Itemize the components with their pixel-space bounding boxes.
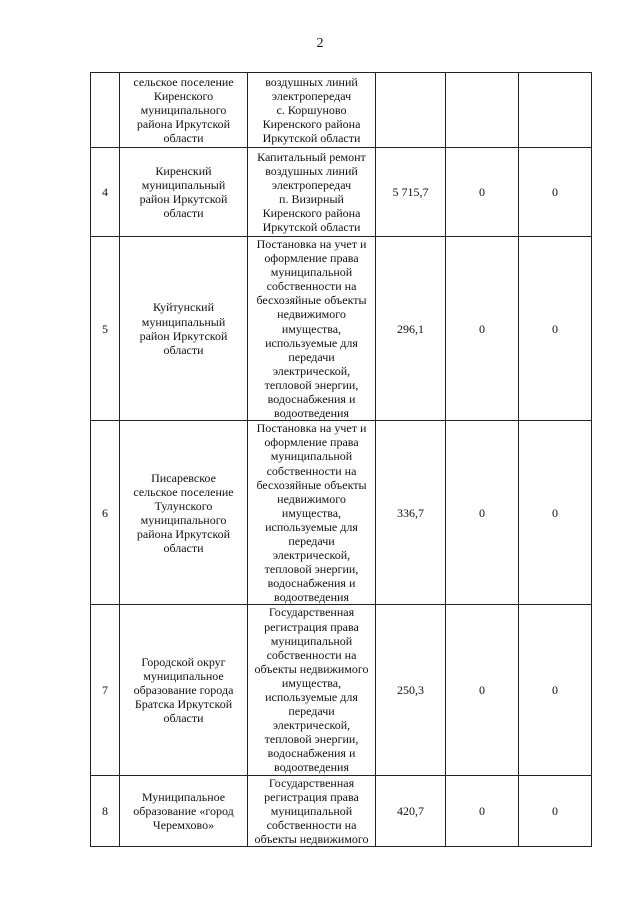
table-row [91, 237, 592, 421]
value-cell-year3: 0 [519, 775, 592, 846]
purpose-cell: Государственная регистрация права муниципальной собственности на объекты недвижимого [248, 775, 376, 846]
recipient-cell: Киренский муниципальный район Иркутской области [120, 148, 248, 237]
table-row [91, 605, 592, 775]
amount-cell: 250,3 [376, 605, 446, 775]
row-number-cell: 5 [91, 237, 120, 421]
value-cell-year2: 0 [446, 605, 519, 775]
value-cell-year3: 0 [519, 605, 592, 775]
value-cell-year3 [519, 73, 592, 148]
amount-cell: 420,7 [376, 775, 446, 846]
value-cell-year3: 0 [519, 148, 592, 237]
table-row [91, 148, 592, 237]
value-cell-year2 [446, 73, 519, 148]
amount-cell: 5 715,7 [376, 148, 446, 237]
recipient-cell: Городской округ муниципальное образование города Братска Иркутской области [120, 605, 248, 775]
amount-cell: 336,7 [376, 421, 446, 605]
purpose-cell: Государственная регистрация права муниципальной собственности на объекты недвижимого имущества, используемые для передачи электрической, тепловой энергии, водоснабжения и водоотведения [248, 605, 376, 775]
table-row [91, 73, 592, 148]
purpose-cell: воздушных линий электропередач с. Коршуново Киренского района Иркутской области [248, 73, 376, 148]
row-number-cell [91, 73, 120, 148]
row-number-cell: 4 [91, 148, 120, 237]
table-row [91, 421, 592, 605]
value-cell-year3: 0 [519, 421, 592, 605]
recipient-cell: Муниципальное образование «город Черемхово» [120, 775, 248, 846]
value-cell-year2: 0 [446, 775, 519, 846]
row-number-cell: 7 [91, 605, 120, 775]
table-row [91, 775, 592, 846]
purpose-cell: Капитальный ремонт воздушных линий электропередач п. Визирный Киренского района Иркутской области [248, 148, 376, 237]
row-number-cell: 8 [91, 775, 120, 846]
value-cell-year2: 0 [446, 237, 519, 421]
page-number: 2 [316, 36, 324, 51]
value-cell-year3: 0 [519, 237, 592, 421]
value-cell-year2: 0 [446, 148, 519, 237]
recipient-cell: сельское поселение Киренского муниципального района Иркутской области [120, 73, 248, 148]
recipient-cell: Писаревское сельское поселение Тулунского муниципального района Иркутской области [120, 421, 248, 605]
amount-cell [376, 73, 446, 148]
row-number-cell: 6 [91, 421, 120, 605]
purpose-cell: Постановка на учет и оформление права муниципальной собственности на бесхозяйные объекты недвижимого имущества, используемые для передачи электрической, тепловой энергии, водоснабжения и водоотведения [248, 237, 376, 421]
value-cell-year2: 0 [446, 421, 519, 605]
purpose-cell: Постановка на учет и оформление права муниципальной собственности на бесхозяйные объекты недвижимого имущества, используемые для передачи электрической, тепловой энергии, водоснабжения и водоотведения [248, 421, 376, 605]
amount-cell: 296,1 [376, 237, 446, 421]
funding-table [90, 72, 592, 847]
recipient-cell: Куйтунский муниципальный район Иркутской области [120, 237, 248, 421]
